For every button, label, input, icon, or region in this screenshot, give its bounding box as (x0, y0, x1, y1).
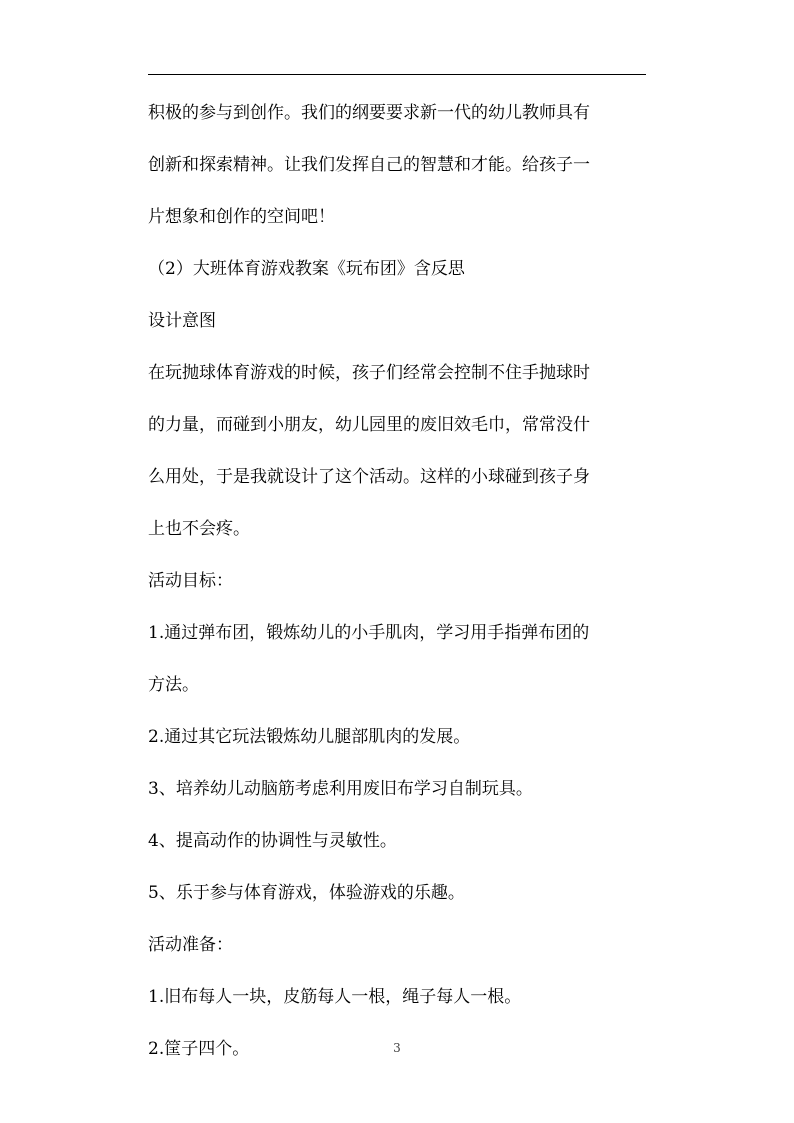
body-text-line: 创新和探索精神。让我们发挥自己的智慧和才能。给孩子一 (148, 155, 590, 175)
body-text-line: 么用处，于是我就设计了这个活动。这样的小球碰到孩子身 (148, 467, 590, 487)
body-text-line: 在玩抛球体育游戏的时候，孩子们经常会控制不住手抛球时 (148, 363, 590, 383)
list-item: 1.旧布每人一块，皮筋每人一根，绳子每人一根。 (148, 987, 522, 1007)
subheading-activity-preparation: 活动准备： (148, 935, 233, 955)
header-rule (148, 74, 646, 75)
list-item: 1.通过弹布团，锻炼幼儿的小手肌肉，学习用手指弹布团的 (148, 623, 590, 643)
list-item-continuation: 方法。 (148, 675, 199, 695)
document-body (148, 100, 648, 1088)
list-item: 2.通过其它玩法锻炼幼儿腿部肌肉的发展。 (148, 727, 471, 747)
body-text-line: 的力量，而碰到小朋友，幼儿园里的废旧效毛巾，常常没什 (148, 415, 590, 435)
list-item: 2.筐子四个。 (148, 1039, 250, 1059)
subheading-activity-goals: 活动目标： (148, 571, 233, 591)
body-text-line: 上也不会疼。 (148, 519, 250, 539)
list-item: 3、培养幼儿动脑筋考虑利用废旧布学习自制玩具。 (148, 779, 533, 799)
subheading-design-intent: 设计意图 (148, 311, 216, 331)
body-text-line: 片想象和创作的空间吧！ (148, 207, 335, 227)
page-number: 3 (393, 1041, 401, 1055)
list-item: 5、乐于参与体育游戏，体验游戏的乐趣。 (148, 883, 465, 903)
body-text-line: 积极的参与到创作。我们的纲要要求新一代的幼儿教师具有 (148, 103, 590, 123)
section-heading: （2）大班体育游戏教案《玩布团》含反思 (148, 259, 465, 279)
list-item: 4、提高动作的协调性与灵敏性。 (148, 831, 397, 851)
